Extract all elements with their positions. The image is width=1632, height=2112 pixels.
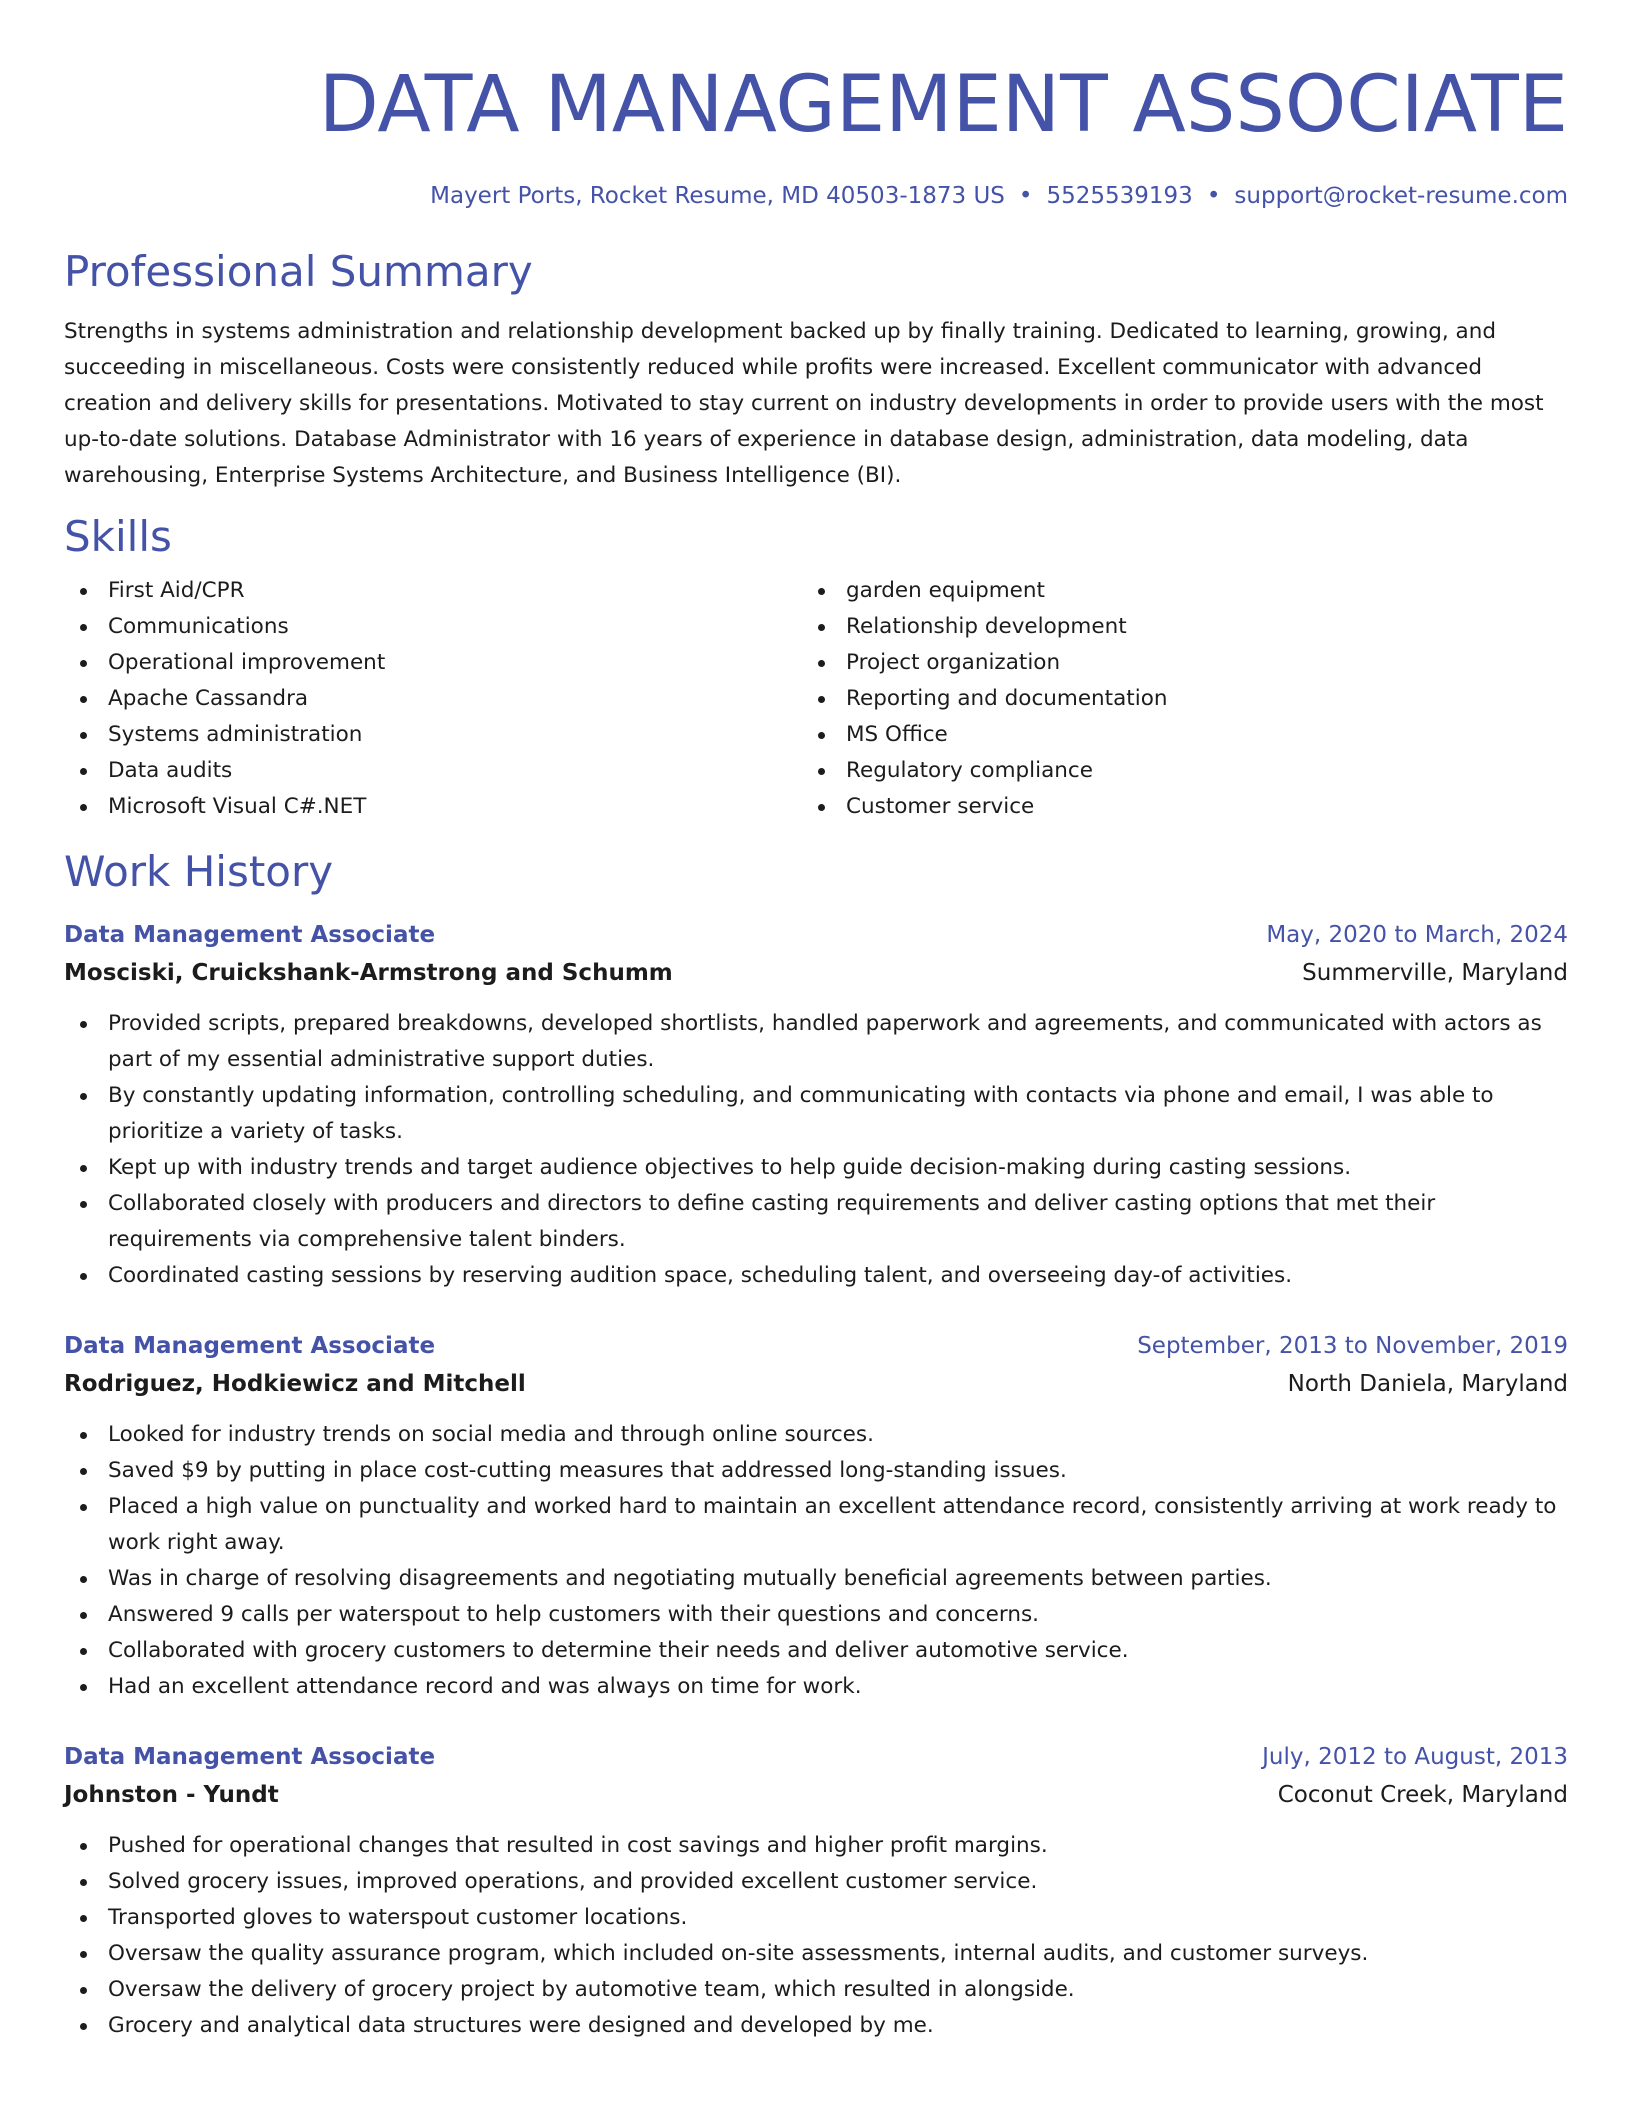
work-history-heading: Work History	[64, 847, 334, 896]
skills-column-right	[802, 573, 1167, 825]
skills-heading: Skills	[64, 512, 172, 561]
skill-item: Apache Cassandra	[64, 681, 802, 717]
contact-line	[64, 179, 1568, 213]
job-title: Data Management Associate	[64, 1744, 436, 1770]
job-dates: May, 2020 to March, 2024	[1266, 922, 1568, 948]
contact-phone: 5525539193	[1046, 183, 1193, 209]
job-duty: By constantly updating information, controlling scheduling, and communicating with contacts via phone and email, I was able to prioritize a variety of tasks.	[64, 1078, 1568, 1150]
summary-text: Strengths in systems administration and relationship development backed up by finally training. Dedicated to learning, growing, and succeeding in miscellaneous. Costs were consistently reduced while profits were increased. Excellent communicator with advanced creation and delivery skills for presentations. Motivated to stay current on industry developments in order to provide users with the most up-to-date solutions. Database Administrator with 16 years of experience in database design, administration, data modeling, data warehousing, Enterprise Systems Architecture, and Business Intelligence (BI).	[64, 319, 1544, 488]
job-location: North Daniela, Maryland	[1287, 1371, 1568, 1397]
skills-column-left	[64, 573, 802, 825]
skill-item: Data audits	[64, 753, 802, 789]
job-duty: Was in charge of resolving disagreements and negotiating mutually beneficial agreements between parties.	[64, 1561, 1568, 1597]
contact-email: support@rocket-resume.com	[1234, 183, 1568, 209]
contact-separator: •	[1018, 183, 1033, 209]
job-duty: Placed a high value on punctuality and worked hard to maintain an excellent attendance record, consistently arriving at work ready to work right away.	[64, 1489, 1568, 1561]
job-header-row	[64, 1327, 1568, 1365]
skill-item: garden equipment	[802, 573, 1167, 609]
skill-item: Regulatory compliance	[802, 753, 1167, 789]
skills-list	[64, 573, 1568, 825]
job-duty: Collaborated with grocery customers to determine their needs and deliver automotive service.	[64, 1633, 1568, 1669]
job-duty: Answered 9 calls per waterspout to help customers with their questions and concerns.	[64, 1597, 1568, 1633]
job-duty: Oversaw the quality assurance program, which included on-site assessments, internal audits, and customer surveys.	[64, 1936, 1568, 1972]
candidate-name: DATA MANAGEMENT ASSOCIATE	[318, 60, 1568, 150]
summary-heading: Professional Summary	[64, 247, 533, 296]
job-duty: Solved grocery issues, improved operations, and provided excellent customer service.	[64, 1864, 1568, 1900]
job-dates: September, 2013 to November, 2019	[1137, 1333, 1568, 1359]
job-company-row	[64, 1365, 1568, 1403]
job-company-row	[64, 1776, 1568, 1814]
job-header-row	[64, 916, 1568, 954]
resume-header	[64, 54, 1568, 213]
skill-item: Operational improvement	[64, 645, 802, 681]
job-duties	[64, 1417, 1568, 1705]
skill-item: Communications	[64, 609, 802, 645]
job-location: Summerville, Maryland	[1302, 960, 1568, 986]
job-entry	[64, 1738, 1568, 2044]
skill-item: First Aid/CPR	[64, 573, 802, 609]
job-company: Rodriguez, Hodkiewicz and Mitchell	[64, 1371, 526, 1397]
job-duty: Kept up with industry trends and target audience objectives to help guide decision-making during casting sessions.	[64, 1150, 1568, 1186]
skill-item: Systems administration	[64, 717, 802, 753]
job-duty: Transported gloves to waterspout customer locations.	[64, 1900, 1568, 1936]
job-company-row	[64, 954, 1568, 992]
contact-separator: •	[1206, 183, 1221, 209]
skill-item: MS Office	[802, 717, 1167, 753]
job-duty: Provided scripts, prepared breakdowns, developed shortlists, handled paperwork and agreements, and communicated with actors as part of my essential administrative support duties.	[64, 1006, 1568, 1078]
job-duty: Had an excellent attendance record and was always on time for work.	[64, 1669, 1568, 1705]
job-entry	[64, 1327, 1568, 1705]
job-duty: Coordinated casting sessions by reserving audition space, scheduling talent, and overseeing day-of activities.	[64, 1258, 1568, 1294]
skill-item: Project organization	[802, 645, 1167, 681]
job-duty: Looked for industry trends on social media and through online sources.	[64, 1417, 1568, 1453]
job-duty: Grocery and analytical data structures were designed and developed by me.	[64, 2008, 1568, 2044]
job-duty: Oversaw the delivery of grocery project by automotive team, which resulted in alongside.	[64, 1972, 1568, 2008]
job-dates: July, 2012 to August, 2013	[1262, 1744, 1568, 1770]
skill-item: Customer service	[802, 789, 1167, 825]
job-entry	[64, 916, 1568, 1294]
job-location: Coconut Creek, Maryland	[1277, 1782, 1568, 1808]
job-title: Data Management Associate	[64, 1333, 436, 1359]
job-duties	[64, 1006, 1568, 1294]
job-duty: Collaborated closely with producers and directors to define casting requirements and deliver casting options that met their requirements via comprehensive talent binders.	[64, 1186, 1568, 1258]
skill-item: Microsoft Visual C#.NET	[64, 789, 802, 825]
job-company: Mosciski, Cruickshank-Armstrong and Schumm	[64, 960, 673, 986]
contact-address: Mayert Ports, Rocket Resume, MD 40503-1873 US	[430, 183, 1005, 209]
skill-item: Relationship development	[802, 609, 1167, 645]
skill-item: Reporting and documentation	[802, 681, 1167, 717]
job-duties	[64, 1828, 1568, 2044]
job-title: Data Management Associate	[64, 922, 436, 948]
job-header-row	[64, 1738, 1568, 1776]
job-duty: Pushed for operational changes that resulted in cost savings and higher profit margins.	[64, 1828, 1568, 1864]
job-duty: Saved $9 by putting in place cost-cutting measures that addressed long-standing issues.	[64, 1453, 1568, 1489]
job-company: Johnston - Yundt	[64, 1782, 279, 1808]
